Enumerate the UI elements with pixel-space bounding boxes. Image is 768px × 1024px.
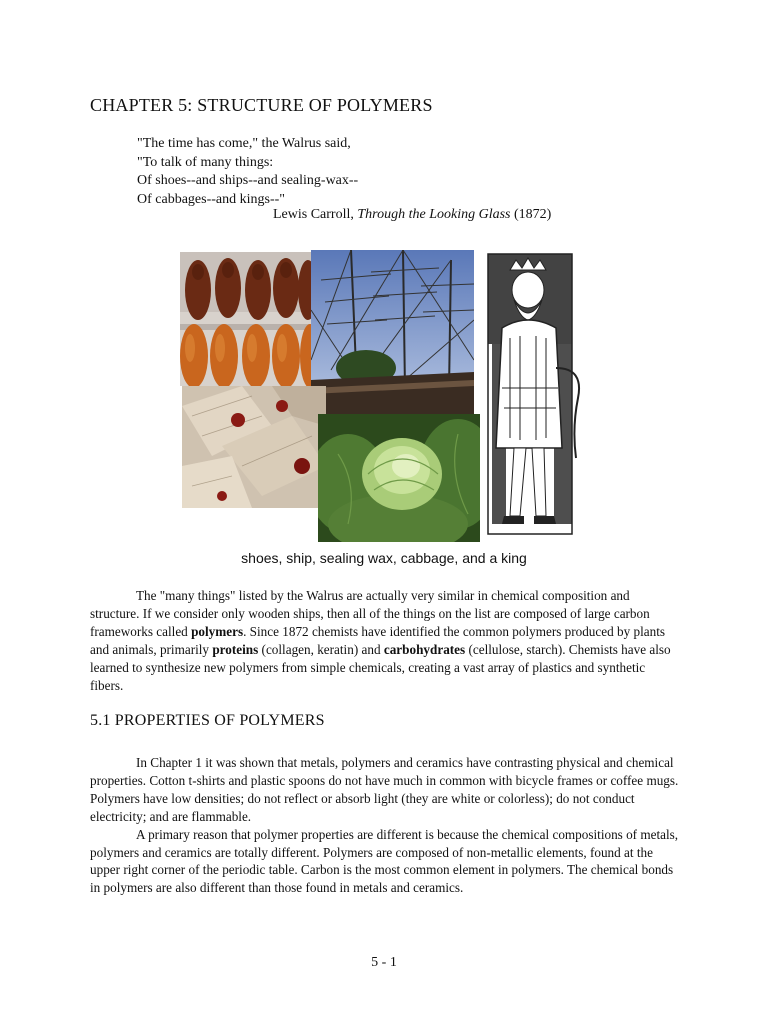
sealing-wax-image [182,386,326,508]
intro-paragraph [90,587,680,694]
term-polymers: polymers [191,623,244,639]
intro-text: . Since 1872 chemists have identified the common polymers produced by plants and animals, primarily [90,623,665,657]
epigraph-line: Of shoes--and ships--and sealing-wax-- [137,173,359,188]
figure-caption-text: shoes, ship, sealing wax, cabbage, and a king [241,550,527,566]
attribution-author: Lewis Carroll, [273,207,358,222]
shoes-image [180,252,311,386]
king-image [480,248,584,544]
figure-collage [180,248,592,544]
cabbage-image [318,414,480,542]
section-body [90,754,680,897]
epigraph-line: "To talk of many things: [137,154,274,170]
page-number: 5 - 1 [371,955,397,970]
intro-text: (cellulose, starch). Chemists have also learned to synthesize new polymers from simple chemicals, creating a vast array of plastics and synthetic fibers. [90,641,671,693]
chapter-title: CHAPTER 5: STRUCTURE OF POLYMERS [90,95,433,115]
attribution-work: Through the Looking Glass [357,207,511,222]
section-paragraph: A primary reason that polymer properties are different is because the chemical compositions of metals, polymers and ceramics are totally different. Polymers are composed of non-metallic elements, found at the upper right corner of the periodic table. Carbon is the most common element in polymers. The chemical bonds in polymers are also different than those found in metals and ceramics. [90,826,679,896]
epigraph-line: Of cabbages--and kings--" [137,191,285,207]
intro-text: (collagen, keratin) and [258,641,384,657]
term-carbohydrates: carbohydrates [383,641,466,657]
attribution-year: (1872) [510,207,552,222]
section-title: 5.1 PROPERTIES OF POLYMERS [90,712,325,729]
ship-image [311,250,474,416]
epigraph [137,135,358,209]
section-paragraph: In Chapter 1 it was shown that metals, polymers and ceramics have contrasting physical and chemical properties. Cotton t-shirts and plastic spoons do not have much in common with bicycle frames or coffee mugs. Polymers have low densities; do not reflect or absorb light (they are white or colorless); do not conduct electricity; and are flammable. [90,755,679,824]
figure-caption [0,550,768,566]
intro-text: The "many things" listed by the Walrus are actually very similar in chemical composition and structure. If we consider only wooden ships, then all of the things on the list are composed of large carbon frameworks called [90,588,650,639]
epigraph-line: "The time has come," the Walrus said, [137,136,351,151]
term-proteins: proteins [212,641,259,657]
epigraph-attribution [273,207,551,223]
